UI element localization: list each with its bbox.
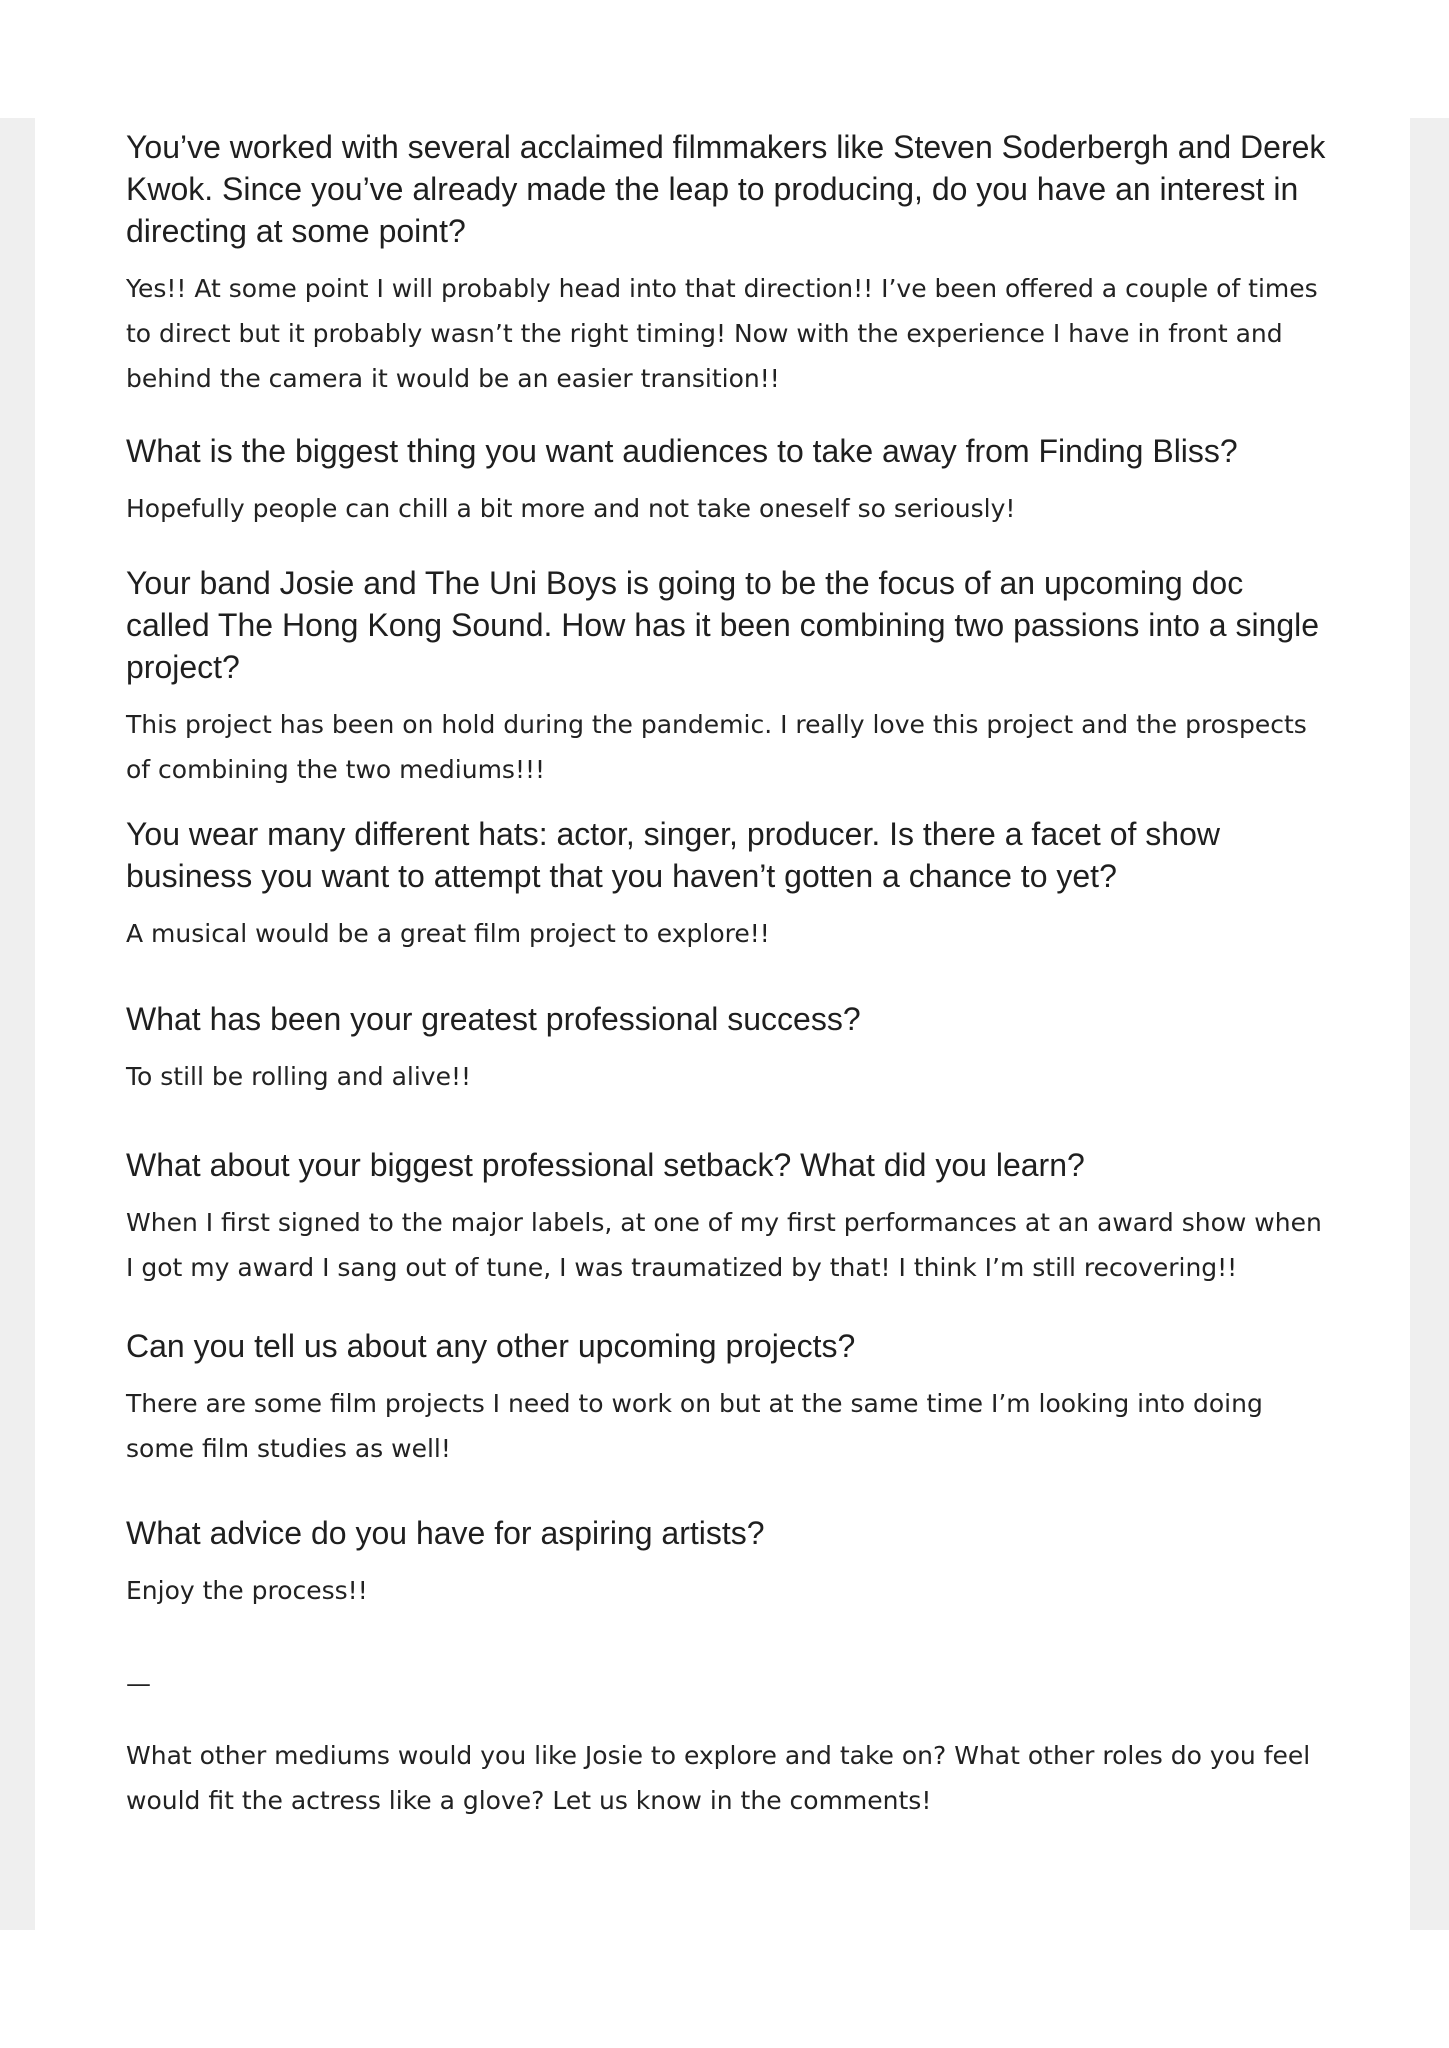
qa-block xyxy=(126,813,1326,956)
qa-block xyxy=(126,998,1326,1099)
qa-block xyxy=(126,126,1326,401)
question-heading: You wear many different hats: actor, singer, producer. Is there a facet of show business you want to attempt that you haven’t gotten a chance to yet? xyxy=(126,816,1220,894)
qa-block xyxy=(126,1325,1326,1471)
qa-block xyxy=(126,1512,1326,1613)
qa-block xyxy=(126,562,1326,792)
answer-paragraph: Yes!! At some point I will probably head into that direction!! I’ve been offered a couple of times to direct but it probably wasn’t the right timing! Now with the experience I have in front and behind the camera it would be an easier transition!! xyxy=(126,274,1318,393)
question-heading: What advice do you have for aspiring artists? xyxy=(126,1515,765,1551)
question-heading: You’ve worked with several acclaimed filmmakers like Steven Soderbergh and Derek Kwok. Since you’ve already made the leap to producing, do you have an interest in directing at some point? xyxy=(126,129,1326,249)
qa-block xyxy=(126,1144,1326,1290)
answer-paragraph: Enjoy the process!! xyxy=(126,1576,368,1605)
answer-paragraph: To still be rolling and alive!! xyxy=(126,1062,472,1091)
question-heading: Your band Josie and The Uni Boys is going to be the focus of an upcoming doc called The Hong Kong Sound. How has it been combining two passions into a single project? xyxy=(126,565,1320,685)
answer-paragraph: Hopefully people can chill a bit more and not take oneself so seriously! xyxy=(126,494,1016,523)
answer-paragraph: This project has been on hold during the pandemic. I really love this project and the prospects of combining the two mediums!!! xyxy=(126,710,1307,784)
question-heading: What has been your greatest professional success? xyxy=(126,1001,861,1037)
closing-paragraph: What other mediums would you like Josie to explore and take on? What other roles do you feel would fit the actress like a glove? Let us know in the comments! xyxy=(126,1741,1311,1815)
section-separator: — xyxy=(126,1669,151,1698)
answer-paragraph: When I first signed to the major labels, at one of my first performances at an award show when I got my award I sang out of tune, I was traumatized by that! I think I’m still recovering!! xyxy=(126,1208,1322,1282)
answer-paragraph: A musical would be a great film project to explore!! xyxy=(126,919,770,948)
article-body xyxy=(126,126,1326,1823)
qa-block xyxy=(126,430,1326,531)
question-heading: What about your biggest professional setback? What did you learn? xyxy=(126,1147,1085,1183)
question-heading: What is the biggest thing you want audiences to take away from Finding Bliss? xyxy=(126,433,1238,469)
right-gutter xyxy=(1410,118,1449,1930)
question-heading: Can you tell us about any other upcoming projects? xyxy=(126,1328,856,1364)
answer-paragraph: There are some film projects I need to work on but at the same time I’m looking into doing some film studies as well! xyxy=(126,1389,1263,1463)
left-gutter xyxy=(0,118,35,1930)
